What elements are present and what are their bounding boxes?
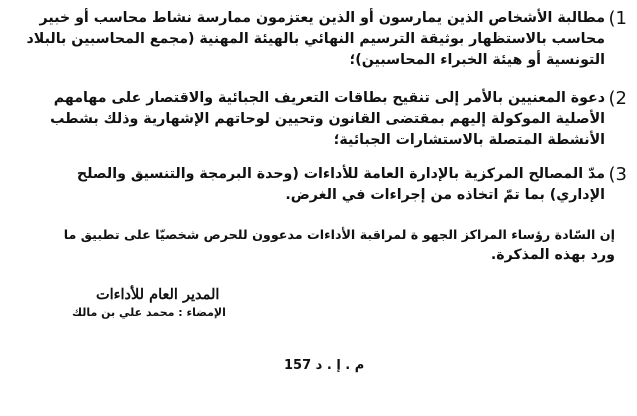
closing-line: إن السّادة رؤساء المراكز الجهو ة لمراقبة الأداءات مدعوون للحرص شخصيّا على تطبيق ما: [63, 227, 615, 242]
item-line: مطالبة الأشخاص الذين يمارسون أو الذين يعتزمون ممارسة نشاط محاسب أو خبير: [39, 10, 605, 26]
item-line: الأصلية الموكولة إليهم بمقتضى القانون وتحيين لوحاتهم الإشهارية وذلك بشطب: [50, 111, 605, 127]
item-number: 1): [608, 8, 627, 29]
item-number: 2): [608, 88, 627, 109]
item-text: [25, 88, 605, 151]
closing-line: ورد بهذه المذكرة.: [490, 247, 615, 263]
item-line: التونسية أو هيئة الخبراء المحاسبين)؛: [349, 52, 605, 68]
document-reference: م . إ . د 157: [284, 358, 365, 373]
item-line: الأنشطة المتصلة بالاستشارات الجبائية؛: [333, 132, 605, 148]
closing-paragraph: [55, 224, 615, 266]
item-line: مدّ المصالح المركزية بالإدارة العامة للأداءات (وحدة البرمجة والتنسيق والصلح: [76, 166, 605, 182]
signature-title: المدير العام للأداءات: [96, 286, 220, 303]
item-line: دعوة المعنيين بالأمر إلى تنقيح بطاقات التعريف الجبائية والاقتصار على مهامهم: [53, 90, 605, 106]
item-text: [25, 164, 605, 206]
signature-name: الإمضاء : محمد علي بن مالك: [72, 306, 226, 319]
item-line: محاسب بالاستظهار بوثيقة الترسيم النهائي بالهيئة المهنية (مجمع المحاسبين بالبلاد: [26, 31, 605, 47]
item-number: 3): [608, 164, 627, 185]
item-text: [25, 8, 605, 71]
item-line: الإداري) بما تمّ اتخاذه من إجراءات في الغرض.: [285, 187, 605, 203]
